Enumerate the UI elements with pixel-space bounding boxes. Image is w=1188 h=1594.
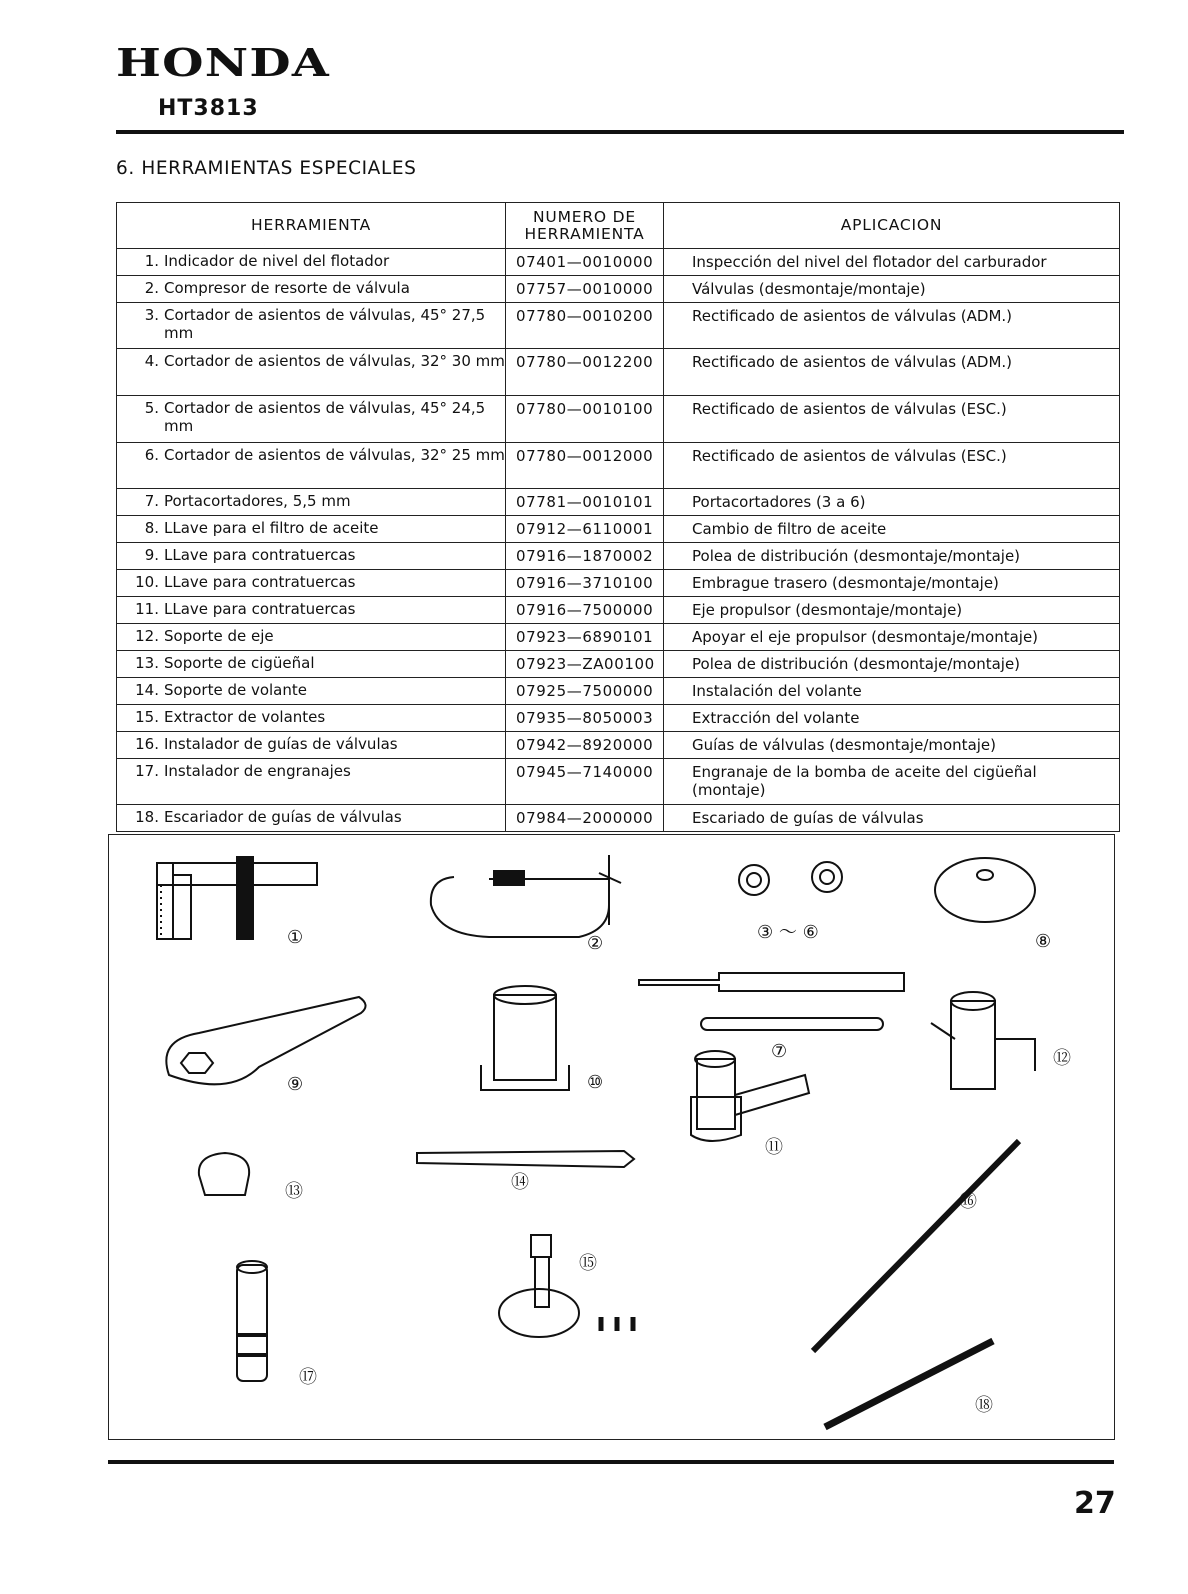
part-number: 07780—0012000 [516, 447, 654, 465]
tool-cell [117, 624, 506, 651]
part-number: 07984—2000000 [516, 809, 654, 827]
part-number-cell [506, 543, 664, 570]
application-text: Embrague trasero (desmontaje/montaje) [692, 574, 999, 592]
figure-label-12: ⑫ [1053, 1048, 1071, 1069]
part-number: 07912—6110001 [516, 520, 654, 538]
part-number-cell [506, 678, 664, 705]
part-number: 07401—0010000 [516, 253, 654, 271]
tool-name: Soporte de cigüeñal [164, 654, 315, 672]
figure-label-16: ⑯ [959, 1191, 977, 1212]
table-row [117, 651, 1120, 678]
application-cell [664, 651, 1120, 678]
part-number: 07935—8050003 [516, 709, 654, 727]
tools-table [116, 202, 1120, 832]
model-name: HT3813 [158, 96, 259, 121]
application-text: Portacortadores (3 a 6) [692, 493, 866, 511]
valve-guide-driver-icon [813, 1141, 1019, 1351]
application-text: Rectificado de asientos de válvulas (ADM.) [692, 307, 1013, 325]
column-header-tool: HERRAMIENTA [117, 203, 506, 249]
figure-label-17: ⑰ [299, 1367, 317, 1388]
tools-illustration-panel [108, 834, 1115, 1440]
row-number: 18. [135, 808, 159, 826]
locknut-wrench-11-icon [691, 1051, 809, 1141]
application-cell [664, 349, 1120, 396]
row-number: 9. [144, 546, 159, 564]
table-row [117, 624, 1120, 651]
part-number: 07923—6890101 [516, 628, 654, 646]
application-text: Rectificado de asientos de válvulas (ADM.) [692, 353, 1013, 371]
table-row [117, 396, 1120, 443]
tool-cell [117, 303, 506, 349]
application-cell [664, 759, 1120, 805]
application-text: Polea de distribución (desmontaje/montaje) [692, 547, 1021, 565]
crankshaft-holder-icon [199, 1153, 249, 1195]
gear-installer-icon [237, 1261, 267, 1381]
application-cell [664, 732, 1120, 759]
tool-name: Indicador de nivel del flotador [164, 252, 390, 270]
tool-cell [117, 678, 506, 705]
flywheel-holder-icon [417, 1151, 634, 1167]
valve-seat-cutter-icon [739, 862, 842, 895]
part-number: 07923—ZA00100 [516, 655, 655, 673]
tool-cell [117, 443, 506, 489]
tool-cell [117, 276, 506, 303]
part-number: 07916—1870002 [516, 547, 654, 565]
part-number-cell [506, 396, 664, 443]
part-number-cell [506, 705, 664, 732]
tool-name: Portacortadores, 5,5 mm [164, 492, 351, 510]
tool-name: Cortador de asientos de válvulas, 32° 30 mm [164, 352, 505, 370]
part-number-cell [506, 597, 664, 624]
part-number-cell [506, 443, 664, 489]
part-number-cell [506, 249, 664, 276]
locknut-wrench-icon [166, 997, 365, 1084]
application-cell [664, 303, 1120, 349]
row-number: 10. [135, 573, 159, 591]
part-number: 07942—8920000 [516, 736, 654, 754]
tool-cell [117, 249, 506, 276]
application-cell [664, 489, 1120, 516]
tool-cell [117, 732, 506, 759]
tool-cell [117, 705, 506, 732]
part-number: 07780—0012200 [516, 353, 654, 371]
application-text: Engranaje de la bomba de aceite del cigüeñal (montaje) [692, 763, 1037, 799]
part-number: 07945—7140000 [516, 763, 654, 781]
tool-name: LLave para contratuercas [164, 573, 356, 591]
tool-name: Soporte de volante [164, 681, 307, 699]
part-number: 07757—0010000 [516, 280, 654, 298]
tool-cell [117, 759, 506, 805]
row-number: 2. [144, 279, 159, 297]
application-cell [664, 276, 1120, 303]
tool-name: Cortador de asientos de válvulas, 45° 27,5 mm [164, 306, 486, 342]
part-number: 07781—0010101 [516, 493, 654, 511]
table-row [117, 705, 1120, 732]
table-row [117, 759, 1120, 805]
tool-name: LLave para contratuercas [164, 546, 356, 564]
table-row [117, 732, 1120, 759]
part-number-cell [506, 276, 664, 303]
table-header-row [117, 203, 1120, 249]
application-cell [664, 805, 1120, 832]
part-number-cell [506, 516, 664, 543]
application-text: Escariado de guías de válvulas [692, 809, 924, 827]
tool-name: Soporte de eje [164, 627, 274, 645]
application-cell [664, 678, 1120, 705]
application-cell [664, 570, 1120, 597]
figure-label-15: ⑮ [579, 1253, 597, 1274]
row-number: 8. [144, 519, 159, 537]
page-number: 27 [1074, 1486, 1116, 1521]
part-number-cell [506, 489, 664, 516]
column-header-application: APLICACION [664, 203, 1120, 249]
part-number-cell [506, 570, 664, 597]
part-number-cell [506, 732, 664, 759]
table-row [117, 678, 1120, 705]
part-number-cell [506, 303, 664, 349]
row-number: 5. [144, 399, 159, 417]
part-number-cell [506, 624, 664, 651]
tools-illustration [109, 835, 1114, 1439]
part-number: 07916—7500000 [516, 601, 654, 619]
table-row [117, 597, 1120, 624]
row-number: 17. [135, 762, 159, 780]
tool-cell [117, 543, 506, 570]
part-number: 07916—3710100 [516, 574, 654, 592]
tool-cell [117, 396, 506, 443]
application-text: Instalación del volante [692, 682, 862, 700]
section-title: 6. HERRAMIENTAS ESPECIALES [116, 158, 417, 179]
figure-label-8: ⑧ [1035, 931, 1052, 952]
application-cell [664, 624, 1120, 651]
row-number: 13. [135, 654, 159, 672]
tool-name: LLave para contratuercas [164, 600, 356, 618]
tool-cell [117, 489, 506, 516]
table-row [117, 249, 1120, 276]
tool-cell [117, 516, 506, 543]
part-number-cell [506, 805, 664, 832]
application-cell [664, 705, 1120, 732]
column-header-part-number: NUMERO DE HERRAMIENTA [506, 203, 664, 249]
application-text: Válvulas (desmontaje/montaje) [692, 280, 926, 298]
tool-name: Instalador de engranajes [164, 762, 351, 780]
shaft-holder-icon [931, 992, 1035, 1089]
application-cell [664, 443, 1120, 489]
part-number-cell [506, 651, 664, 678]
row-number: 16. [135, 735, 159, 753]
figure-label-13: ⑬ [285, 1181, 303, 1202]
row-number: 15. [135, 708, 159, 726]
application-cell [664, 396, 1120, 443]
row-number: 1. [144, 252, 159, 270]
tool-cell [117, 570, 506, 597]
part-number: 07925—7500000 [516, 682, 654, 700]
tool-cell [117, 651, 506, 678]
figure-label-11: ⑪ [765, 1137, 783, 1158]
table-row [117, 516, 1120, 543]
table-row [117, 489, 1120, 516]
valve-guide-reamer-icon [825, 1341, 993, 1427]
flywheel-puller-icon [499, 1235, 633, 1337]
row-number: 7. [144, 492, 159, 510]
tool-name: Extractor de volantes [164, 708, 326, 726]
socket-wrench-icon [481, 986, 569, 1090]
figure-label-7: ⑦ [771, 1041, 788, 1062]
tool-cell [117, 805, 506, 832]
tool-cell [117, 597, 506, 624]
application-text: Cambio de filtro de aceite [692, 520, 887, 538]
figure-label-2: ② [587, 933, 604, 954]
tool-name: Cortador de asientos de válvulas, 45° 24,5 mm [164, 399, 486, 435]
footer-rule [108, 1460, 1114, 1464]
part-number: 07780—0010200 [516, 307, 654, 325]
table-row [117, 805, 1120, 832]
row-number: 12. [135, 627, 159, 645]
table-row [117, 303, 1120, 349]
application-text: Guías de válvulas (desmontaje/montaje) [692, 736, 997, 754]
row-number: 11. [135, 600, 159, 618]
tool-name: Compresor de resorte de válvula [164, 279, 410, 297]
tool-name: Escariador de guías de válvulas [164, 808, 402, 826]
figure-label-18: ⑱ [975, 1395, 993, 1416]
application-text: Extracción del volante [692, 709, 860, 727]
valve-spring-compressor-icon [431, 855, 621, 937]
row-number: 4. [144, 352, 159, 370]
row-number: 6. [144, 446, 159, 464]
table-row [117, 543, 1120, 570]
part-number-cell [506, 349, 664, 396]
application-text: Eje propulsor (desmontaje/montaje) [692, 601, 963, 619]
row-number: 3. [144, 306, 159, 324]
header-rule [116, 130, 1124, 134]
table-row [117, 443, 1120, 489]
figure-label-14: ⑭ [511, 1172, 529, 1193]
application-text: Apoyar el eje propulsor (desmontaje/montaje) [692, 628, 1039, 646]
tool-cell [117, 349, 506, 396]
application-cell [664, 516, 1120, 543]
tool-name: LLave para el filtro de aceite [164, 519, 379, 537]
figure-label-9: ⑨ [287, 1074, 304, 1095]
part-number-cell [506, 759, 664, 805]
row-number: 14. [135, 681, 159, 699]
figure-label-3-6: ③ ～ ⑥ [757, 922, 819, 943]
figure-label-1: ① [287, 927, 304, 948]
brand-logo: HONDA [116, 40, 330, 85]
application-text: Rectificado de asientos de válvulas (ESC.) [692, 400, 1007, 418]
application-text: Rectificado de asientos de válvulas (ESC.) [692, 447, 1007, 465]
part-number: 07780—0010100 [516, 400, 654, 418]
cutter-holder-icon [639, 973, 904, 1030]
tool-name: Instalador de guías de válvulas [164, 735, 398, 753]
application-cell [664, 543, 1120, 570]
table-row [117, 349, 1120, 396]
table-row [117, 276, 1120, 303]
table-row [117, 570, 1120, 597]
application-text: Inspección del nivel del flotador del carburador [692, 253, 1047, 271]
application-text: Polea de distribución (desmontaje/montaje) [692, 655, 1021, 673]
tool-name: Cortador de asientos de válvulas, 32° 25 mm [164, 446, 505, 464]
figure-label-10: ⑩ [587, 1072, 604, 1093]
application-cell [664, 597, 1120, 624]
oil-filter-wrench-icon [935, 858, 1035, 922]
application-cell [664, 249, 1120, 276]
